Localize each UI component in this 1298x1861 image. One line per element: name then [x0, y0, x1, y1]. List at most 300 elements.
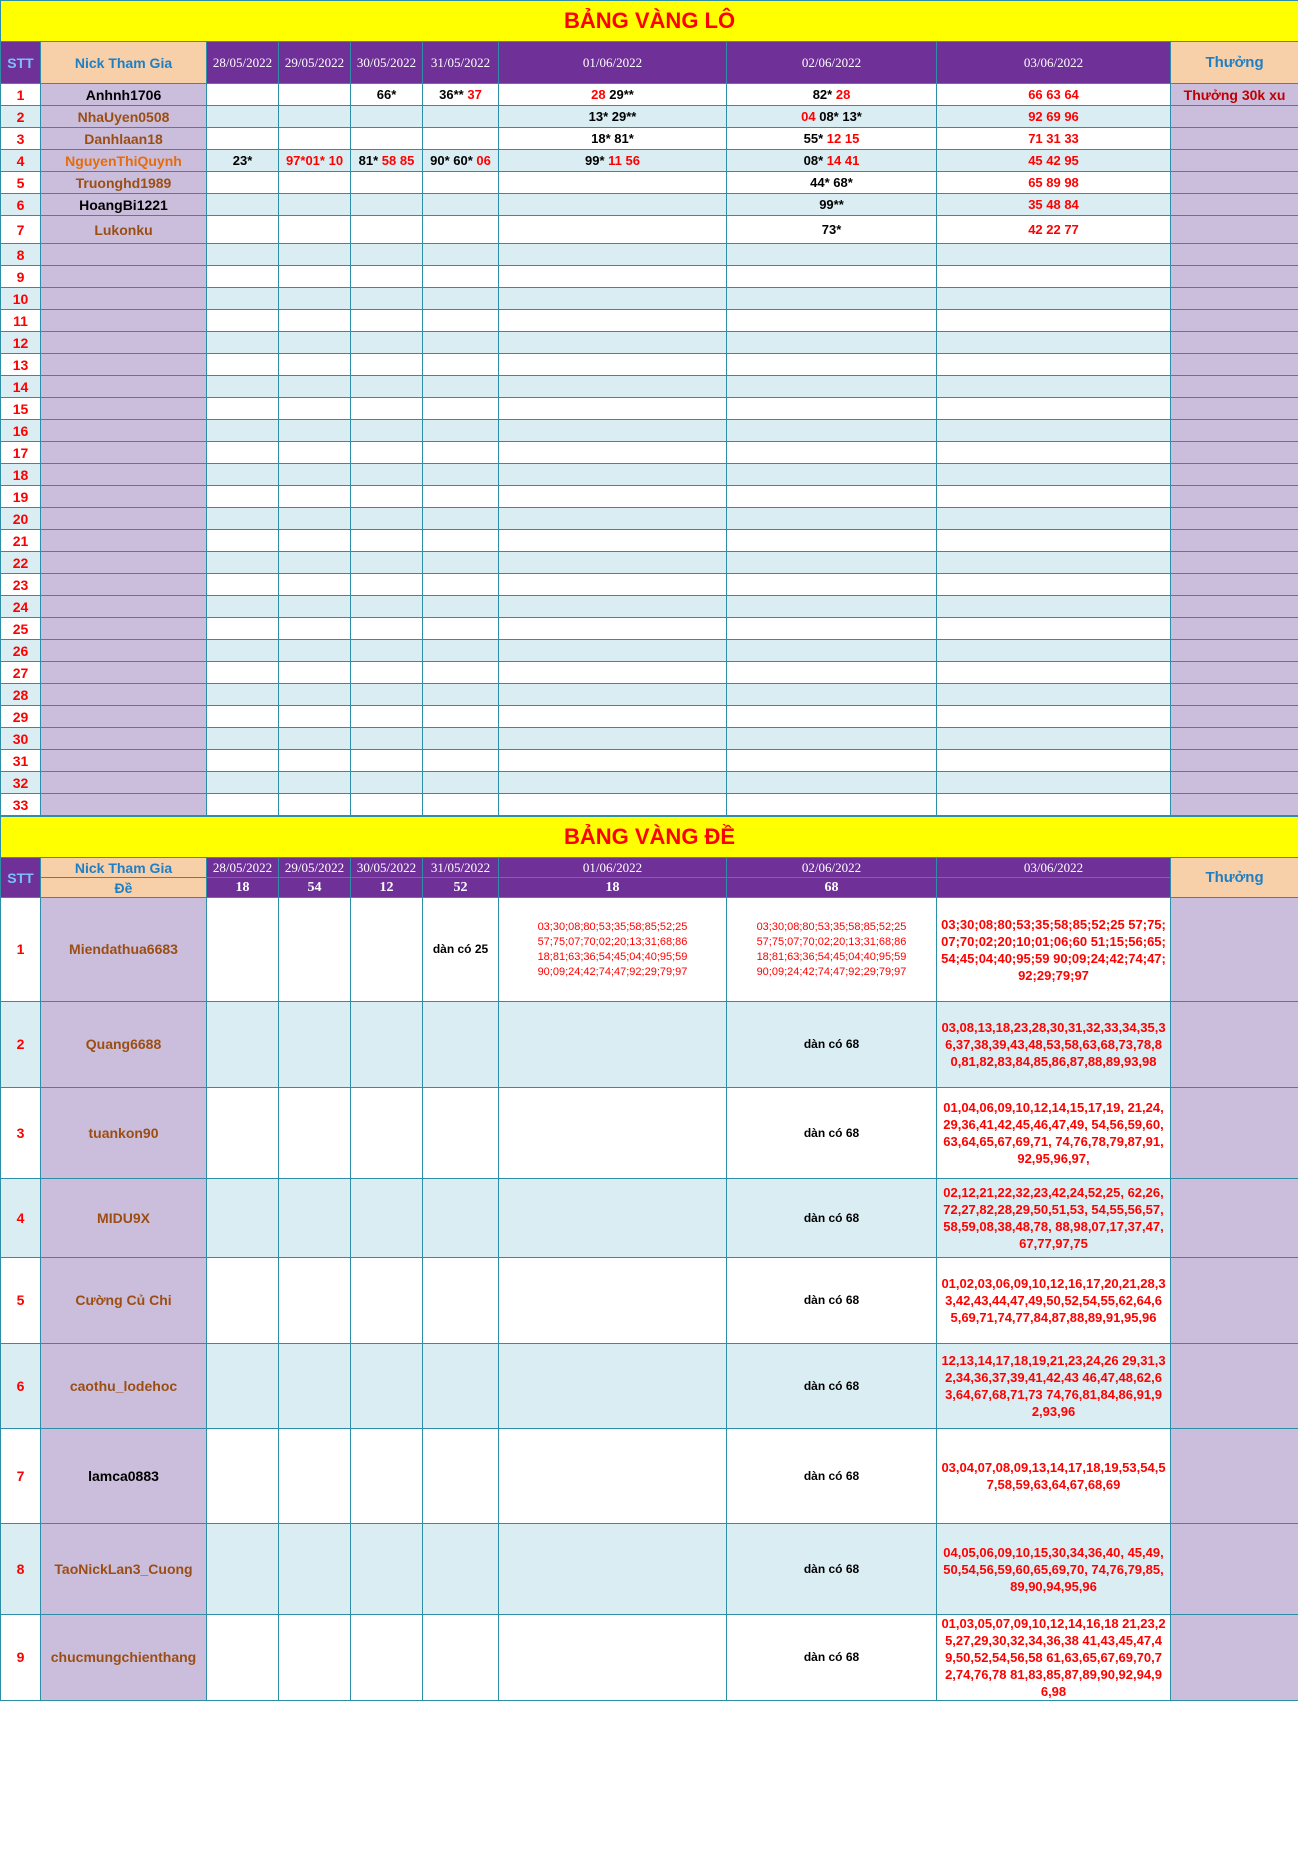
- lo-header-date: 29/05/2022: [279, 42, 351, 84]
- pick-cell: [207, 244, 279, 266]
- pick-cell: [499, 398, 727, 420]
- pick-cell: dàn có 68: [727, 1179, 937, 1258]
- lo-header-date: 28/05/2022: [207, 42, 279, 84]
- pick-cell: [351, 1429, 423, 1524]
- pick-number: 97*01* 10: [285, 153, 344, 168]
- pick-cell: [207, 794, 279, 816]
- table-row: [1, 288, 1298, 310]
- pick-cell: [279, 310, 351, 332]
- pick-cell: [727, 574, 937, 596]
- pick-cell: [207, 1615, 279, 1701]
- pick-number: 04: [801, 109, 816, 124]
- pick-cell: [207, 596, 279, 618]
- pick-cell: [279, 486, 351, 508]
- nick-name: [41, 618, 207, 640]
- pick-cell: [279, 772, 351, 794]
- row-number: 7: [1, 1429, 41, 1524]
- de-header-de: Đề: [41, 878, 207, 898]
- pick-cell: [937, 244, 1171, 266]
- table-row: [1, 442, 1298, 464]
- de-header-date: 01/06/2022: [499, 858, 727, 878]
- pick-cell: [937, 288, 1171, 310]
- nick-name: [41, 508, 207, 530]
- row-number: 1: [1, 898, 41, 1002]
- pick-cell: [351, 244, 423, 266]
- pick-cell: [727, 794, 937, 816]
- pick-cell: [351, 216, 423, 244]
- table-row: [1, 464, 1298, 486]
- pick-cell: [423, 216, 499, 244]
- nick-name: Lukonku: [41, 216, 207, 244]
- row-number: 7: [1, 216, 41, 244]
- pick-cell: [351, 574, 423, 596]
- reward-cell: [1171, 128, 1298, 150]
- pick-number: 66*: [376, 87, 397, 102]
- pick-cell: [351, 898, 423, 1002]
- pick-cell: [207, 128, 279, 150]
- pick-cell: [937, 486, 1171, 508]
- pick-cell: [423, 464, 499, 486]
- pick-cell: 02,12,21,22,32,23,42,24,52,25, 62,26,72,27,82,28,29,50,51,53, 54,55,56,57,58,59,08,38,48,78, 88,98,07,17,37,47,67,77,97,75: [937, 1179, 1171, 1258]
- pick-cell: [727, 750, 937, 772]
- nick-name: [41, 244, 207, 266]
- table-row: [1, 728, 1298, 750]
- pick-cell: [499, 552, 727, 574]
- reward-cell: [1171, 464, 1298, 486]
- pick-cell: 01,02,03,06,09,10,12,16,17,20,21,28,33,42,43,44,47,49,50,52,54,55,62,64,65,69,71,74,77,84,87,88,89,91,95,96: [937, 1258, 1171, 1344]
- pick-cell: [727, 442, 937, 464]
- table-row: [1, 332, 1298, 354]
- table-row: [1, 1258, 1298, 1344]
- pick-cell: [351, 706, 423, 728]
- pick-cell: [423, 310, 499, 332]
- pick-cell: [499, 530, 727, 552]
- pick-cell: [937, 706, 1171, 728]
- pick-number: 42 22 77: [1028, 222, 1079, 237]
- pick-cell: [499, 216, 727, 244]
- nick-name: [41, 310, 207, 332]
- pick-cell: dàn có 68: [727, 1088, 937, 1179]
- table-row: [1, 486, 1298, 508]
- nick-name: [41, 552, 207, 574]
- pick-cell: [727, 216, 937, 244]
- pick-cell: [937, 772, 1171, 794]
- pick-cell: [937, 464, 1171, 486]
- row-number: 28: [1, 684, 41, 706]
- pick-cell: [351, 376, 423, 398]
- pick-number: 73*: [821, 222, 842, 237]
- reward-cell: Thưởng 30k xu: [1171, 84, 1298, 106]
- pick-cell: [727, 640, 937, 662]
- pick-cell: [351, 1615, 423, 1701]
- pick-cell: [499, 772, 727, 794]
- pick-cell: [423, 1344, 499, 1429]
- pick-cell: [937, 354, 1171, 376]
- pick-number: 28: [835, 87, 851, 102]
- pick-cell: [727, 464, 937, 486]
- pick-number: 23*: [232, 153, 253, 168]
- reward-cell: [1171, 486, 1298, 508]
- nick-name: [41, 596, 207, 618]
- reward-cell: [1171, 794, 1298, 816]
- pick-cell: [499, 486, 727, 508]
- nick-name: Danhlaan18: [41, 128, 207, 150]
- pick-cell: [423, 552, 499, 574]
- pick-cell: [423, 128, 499, 150]
- reward-cell: [1171, 618, 1298, 640]
- pick-cell: [279, 398, 351, 420]
- pick-cell: [279, 244, 351, 266]
- de-result: 12: [351, 878, 423, 898]
- lo-header-date: 02/06/2022: [727, 42, 937, 84]
- pick-cell: [279, 552, 351, 574]
- table-row: [1, 1088, 1298, 1179]
- reward-cell: [1171, 508, 1298, 530]
- pick-cell: [207, 1088, 279, 1179]
- pick-cell: [423, 640, 499, 662]
- table-row: [1, 662, 1298, 684]
- pick-cell: [351, 266, 423, 288]
- pick-cell: [937, 332, 1171, 354]
- table-row: [1, 552, 1298, 574]
- pick-number: 13* 29**: [588, 109, 637, 124]
- pick-cell: [279, 420, 351, 442]
- reward-cell: [1171, 354, 1298, 376]
- pick-cell: [207, 266, 279, 288]
- de-result: 52: [423, 878, 499, 898]
- pick-cell: 03;30;08;80;53;35;58;85;52;25 57;75;07;70;02;20;13;31;68;86 18;81;63;36;54;45;04;40;95;59 90;09;24;42;74;47;92;29;79;97: [499, 898, 727, 1002]
- pick-cell: [207, 1344, 279, 1429]
- pick-cell: [423, 376, 499, 398]
- reward-cell: [1171, 1258, 1298, 1344]
- pick-cell: [423, 750, 499, 772]
- nick-name: MIDU9X: [41, 1179, 207, 1258]
- table-row: [1, 706, 1298, 728]
- pick-cell: [207, 398, 279, 420]
- pick-cell: [279, 442, 351, 464]
- pick-cell: [279, 464, 351, 486]
- reward-cell: [1171, 898, 1298, 1002]
- pick-cell: [937, 794, 1171, 816]
- reward-cell: [1171, 596, 1298, 618]
- pick-cell: [499, 662, 727, 684]
- row-number: 25: [1, 618, 41, 640]
- row-number: 2: [1, 106, 41, 128]
- nick-name: Miendathua6683: [41, 898, 207, 1002]
- pick-cell: [351, 310, 423, 332]
- table-row: [1, 266, 1298, 288]
- pick-cell: [937, 398, 1171, 420]
- pick-cell: [727, 530, 937, 552]
- row-number: 4: [1, 150, 41, 172]
- pick-cell: [351, 794, 423, 816]
- table-row: [1, 530, 1298, 552]
- row-number: 22: [1, 552, 41, 574]
- pick-cell: dàn có 25: [423, 898, 499, 1002]
- pick-cell: [423, 684, 499, 706]
- nick-name: [41, 288, 207, 310]
- pick-cell: [499, 574, 727, 596]
- pick-number: 14 41: [826, 153, 860, 168]
- pick-cell: [499, 420, 727, 442]
- de-result: [937, 878, 1171, 898]
- pick-cell: [207, 684, 279, 706]
- table-row: [1, 84, 1298, 106]
- pick-cell: 12,13,14,17,18,19,21,23,24,26 29,31,32,34,36,37,39,41,42,43 46,47,48,62,63,64,67,68,71,73 74,76,81,84,86,91,92,93,96: [937, 1344, 1171, 1429]
- pick-cell: [727, 684, 937, 706]
- pick-cell: [279, 640, 351, 662]
- pick-cell: [423, 508, 499, 530]
- pick-cell: [499, 508, 727, 530]
- pick-cell: [727, 486, 937, 508]
- nick-name: NhaUyen0508: [41, 106, 207, 128]
- table-row: [1, 398, 1298, 420]
- pick-cell: [207, 150, 279, 172]
- row-number: 5: [1, 1258, 41, 1344]
- de-title: BẢNG VÀNG ĐỀ: [1, 817, 1298, 858]
- nick-name: Cường Củ Chi: [41, 1258, 207, 1344]
- pick-cell: [423, 332, 499, 354]
- pick-cell: [937, 508, 1171, 530]
- pick-number: 44* 68*: [810, 175, 853, 190]
- pick-cell: [499, 128, 727, 150]
- table-row: [1, 1429, 1298, 1524]
- lo-table: [0, 0, 1298, 816]
- nick-name: [41, 442, 207, 464]
- row-number: 26: [1, 640, 41, 662]
- pick-cell: [499, 376, 727, 398]
- de-header-date: 29/05/2022: [279, 858, 351, 878]
- pick-number: 66 63 64: [1028, 87, 1079, 102]
- pick-cell: [499, 1258, 727, 1344]
- lo-header-thuong: Thưởng: [1171, 42, 1298, 84]
- pick-cell: [351, 772, 423, 794]
- pick-cell: [727, 420, 937, 442]
- pick-cell: [207, 898, 279, 1002]
- pick-cell: [937, 552, 1171, 574]
- nick-name: [41, 332, 207, 354]
- pick-cell: [937, 106, 1171, 128]
- pick-cell: [351, 288, 423, 310]
- nick-name: tuankon90: [41, 1088, 207, 1179]
- row-number: 3: [1, 1088, 41, 1179]
- de-result: 18: [499, 878, 727, 898]
- pick-cell: [937, 150, 1171, 172]
- reward-cell: [1171, 1179, 1298, 1258]
- pick-cell: [937, 376, 1171, 398]
- pick-cell: [351, 728, 423, 750]
- reward-cell: [1171, 194, 1298, 216]
- row-number: 6: [1, 194, 41, 216]
- pick-cell: [351, 1179, 423, 1258]
- pick-cell: [207, 420, 279, 442]
- pick-cell: [207, 106, 279, 128]
- pick-cell: [351, 194, 423, 216]
- pick-cell: [499, 618, 727, 640]
- pick-cell: [207, 508, 279, 530]
- row-number: 33: [1, 794, 41, 816]
- de-header-date: 03/06/2022: [937, 858, 1171, 878]
- pick-cell: [423, 794, 499, 816]
- row-number: 4: [1, 1179, 41, 1258]
- pick-cell: [727, 398, 937, 420]
- table-row: [1, 172, 1298, 194]
- pick-cell: [937, 172, 1171, 194]
- lo-header-date: 30/05/2022: [351, 42, 423, 84]
- pick-cell: [499, 244, 727, 266]
- pick-cell: [351, 398, 423, 420]
- lo-header-date: 01/06/2022: [499, 42, 727, 84]
- pick-cell: [351, 332, 423, 354]
- de-result: 18: [207, 878, 279, 898]
- pick-cell: [279, 150, 351, 172]
- pick-cell: [423, 530, 499, 552]
- reward-cell: [1171, 1088, 1298, 1179]
- table-row: [1, 750, 1298, 772]
- nick-name: Anhnh1706: [41, 84, 207, 106]
- pick-cell: [279, 332, 351, 354]
- pick-cell: [423, 1524, 499, 1615]
- pick-cell: [207, 216, 279, 244]
- reward-cell: [1171, 332, 1298, 354]
- pick-cell: [423, 772, 499, 794]
- pick-cell: [937, 530, 1171, 552]
- pick-cell: [499, 596, 727, 618]
- pick-cell: [499, 750, 727, 772]
- pick-cell: [351, 486, 423, 508]
- pick-cell: [423, 486, 499, 508]
- lo-header-nick: Nick Tham Gia: [41, 42, 207, 84]
- pick-cell: [351, 84, 423, 106]
- lo-header-row: [1, 42, 1298, 84]
- pick-cell: [279, 898, 351, 1002]
- pick-cell: [279, 216, 351, 244]
- pick-cell: [423, 194, 499, 216]
- pick-cell: [351, 1088, 423, 1179]
- pick-cell: [351, 552, 423, 574]
- pick-cell: [499, 172, 727, 194]
- nick-name: [41, 354, 207, 376]
- reward-cell: [1171, 266, 1298, 288]
- table-row: [1, 216, 1298, 244]
- pick-cell: [279, 84, 351, 106]
- row-number: 30: [1, 728, 41, 750]
- pick-cell: dàn có 68: [727, 1258, 937, 1344]
- pick-number: 12 15: [826, 131, 860, 146]
- pick-cell: [207, 618, 279, 640]
- pick-number: 65 89 98: [1028, 175, 1079, 190]
- table-row: [1, 128, 1298, 150]
- pick-cell: [279, 1429, 351, 1524]
- table-row: [1, 310, 1298, 332]
- pick-cell: [727, 106, 937, 128]
- pick-cell: [207, 310, 279, 332]
- table-row: [1, 596, 1298, 618]
- row-number: 8: [1, 1524, 41, 1615]
- pick-cell: 03,08,13,18,23,28,30,31,32,33,34,35,36,37,38,39,43,48,53,58,63,68,73,78,80,81,82,83,84,85,86,87,88,89,93,98: [937, 1002, 1171, 1088]
- pick-cell: [351, 1002, 423, 1088]
- pick-cell: 03,04,07,08,09,13,14,17,18,19,53,54,57,58,59,63,64,67,68,69: [937, 1429, 1171, 1524]
- pick-cell: [351, 508, 423, 530]
- pick-cell: [727, 706, 937, 728]
- pick-cell: [279, 288, 351, 310]
- pick-cell: [207, 1429, 279, 1524]
- pick-cell: 03;30;08;80;53;35;58;85;52;25 57;75;07;70;02;20;13;31;68;86 18;81;63;36;54;45;04;40;95;59 90;09;24;42;74;47;92;29;79;97: [727, 898, 937, 1002]
- pick-cell: [351, 640, 423, 662]
- de-header-date: 28/05/2022: [207, 858, 279, 878]
- pick-cell: [423, 1615, 499, 1701]
- pick-cell: [351, 106, 423, 128]
- de-header-date: 02/06/2022: [727, 858, 937, 878]
- reward-cell: [1171, 106, 1298, 128]
- nick-name: NguyenThiQuynh: [41, 150, 207, 172]
- table-row: [1, 898, 1298, 1002]
- pick-cell: [207, 574, 279, 596]
- reward-cell: [1171, 442, 1298, 464]
- pick-cell: [351, 442, 423, 464]
- pick-cell: [727, 128, 937, 150]
- pick-cell: [727, 596, 937, 618]
- pick-cell: [727, 194, 937, 216]
- reward-cell: [1171, 574, 1298, 596]
- table-row: [1, 1615, 1298, 1701]
- pick-cell: [279, 508, 351, 530]
- pick-cell: [499, 464, 727, 486]
- pick-cell: [279, 706, 351, 728]
- pick-cell: [499, 266, 727, 288]
- pick-cell: [937, 310, 1171, 332]
- row-number: 3: [1, 128, 41, 150]
- reward-cell: [1171, 1002, 1298, 1088]
- pick-cell: [423, 1002, 499, 1088]
- nick-name: [41, 574, 207, 596]
- pick-cell: [279, 618, 351, 640]
- pick-cell: 01,04,06,09,10,12,14,15,17,19, 21,24,29,36,41,42,45,46,47,49, 54,56,59,60,63,64,65,67,69,71, 74,76,78,79,87,91,92,95,96,97,: [937, 1088, 1171, 1179]
- pick-cell: [351, 530, 423, 552]
- reward-cell: [1171, 376, 1298, 398]
- pick-cell: [423, 106, 499, 128]
- pick-cell: [207, 552, 279, 574]
- pick-cell: [499, 442, 727, 464]
- nick-name: [41, 640, 207, 662]
- reward-cell: [1171, 172, 1298, 194]
- pick-cell: [351, 618, 423, 640]
- pick-cell: [279, 106, 351, 128]
- reward-cell: [1171, 552, 1298, 574]
- pick-cell: [207, 750, 279, 772]
- pick-cell: [727, 508, 937, 530]
- row-number: 14: [1, 376, 41, 398]
- pick-cell: [499, 706, 727, 728]
- pick-cell: [423, 150, 499, 172]
- reward-cell: [1171, 150, 1298, 172]
- de-result: 54: [279, 878, 351, 898]
- reward-cell: [1171, 772, 1298, 794]
- pick-cell: [351, 1258, 423, 1344]
- pick-cell: [499, 106, 727, 128]
- pick-cell: [207, 1258, 279, 1344]
- pick-cell: [423, 84, 499, 106]
- pick-cell: [937, 640, 1171, 662]
- lo-header-date: 31/05/2022: [423, 42, 499, 84]
- pick-cell: [423, 354, 499, 376]
- pick-cell: [351, 464, 423, 486]
- nick-name: TaoNickLan3_Cuong: [41, 1524, 207, 1615]
- pick-cell: [207, 194, 279, 216]
- row-number: 23: [1, 574, 41, 596]
- table-row: [1, 194, 1298, 216]
- pick-cell: 04,05,06,09,10,15,30,34,36,40, 45,49,50,54,56,59,60,65,69,70, 74,76,79,85,89,90,94,95,96: [937, 1524, 1171, 1615]
